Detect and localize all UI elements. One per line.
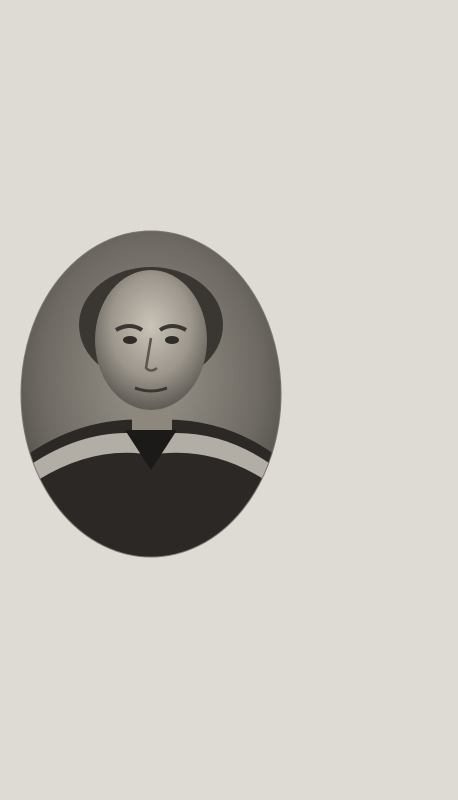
portrait-photo [20,230,282,558]
